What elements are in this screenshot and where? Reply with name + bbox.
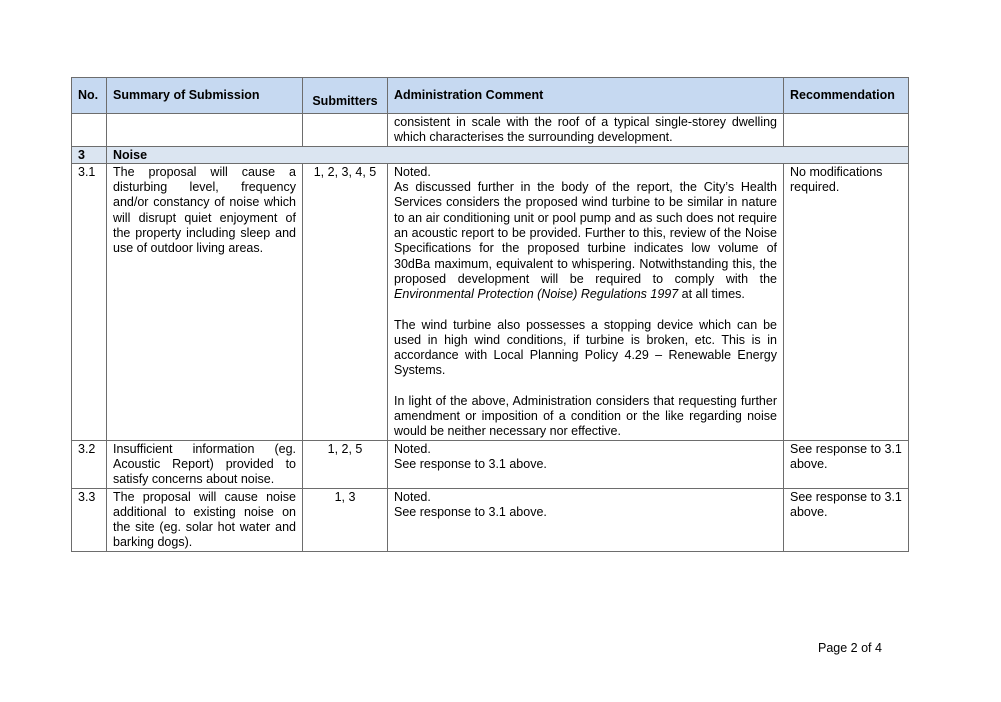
row-comment xyxy=(388,488,784,551)
row-comment xyxy=(388,163,784,440)
table-row xyxy=(72,488,909,551)
comment-paragraph xyxy=(394,180,777,302)
continuation-comment: consistent in scale with the roof of a typical single-storey dwelling which characterises the surrounding development. xyxy=(388,114,784,147)
submissions-table xyxy=(71,77,909,552)
header-submitters: Submitters xyxy=(303,78,388,114)
row-summary: The proposal will cause noise additional to existing noise on the site (eg. solar hot water and barking dogs). xyxy=(107,488,303,551)
comment-noted: Noted. xyxy=(394,489,431,504)
row-submitters: 1, 3 xyxy=(303,488,388,551)
comment-paragraph: The wind turbine also possesses a stopping device which can be used in high wind conditions, if turbine is broken, etc. This is in accordance with Local Planning Policy 4.29 – Renewable Energy Systems. xyxy=(394,317,777,378)
regulation-title: Environmental Protection (Noise) Regulations 1997 xyxy=(394,287,679,302)
row-recommendation: See response to 3.1 above. xyxy=(784,488,909,551)
row-summary: The proposal will cause a disturbing level, frequency and/or constancy of noise which will disrupt quiet enjoyment of the property including sleep and use of outdoor living areas. xyxy=(107,163,303,440)
row-summary: Insufficient information (eg. Acoustic Report) provided to satisfy concerns about noise. xyxy=(107,440,303,488)
comment-noted: Noted. xyxy=(394,441,431,456)
page-number: Page 2 of 4 xyxy=(818,641,882,655)
header-comment: Administration Comment xyxy=(388,78,784,114)
comment-see: See response to 3.1 above. xyxy=(394,456,547,471)
row-submitters: 1, 2, 5 xyxy=(303,440,388,488)
row-recommendation: No modifications required. xyxy=(784,163,909,440)
comment-paragraph: In light of the above, Administration considers that requesting further amendment or imposition of a condition or the like regarding noise would be neither necessary nor effective. xyxy=(394,393,777,439)
section-number: 3 xyxy=(72,146,107,163)
header-no: No. xyxy=(72,78,107,114)
header-recommendation: Recommendation xyxy=(784,78,909,114)
row-number: 3.3 xyxy=(72,488,107,551)
row-recommendation: See response to 3.1 above. xyxy=(784,440,909,488)
table-header-row xyxy=(72,78,909,114)
continuation-row xyxy=(72,114,909,147)
comment-text: at all times. xyxy=(678,287,745,302)
table-row xyxy=(72,163,909,440)
header-summary: Summary of Submission xyxy=(107,78,303,114)
table-row xyxy=(72,440,909,488)
row-number: 3.2 xyxy=(72,440,107,488)
comment-see: See response to 3.1 above. xyxy=(394,504,547,519)
row-submitters: 1, 2, 3, 4, 5 xyxy=(303,163,388,440)
section-row xyxy=(72,146,909,163)
comment-noted: Noted. xyxy=(394,164,431,179)
section-title: Noise xyxy=(107,146,909,163)
row-comment xyxy=(388,440,784,488)
comment-text: As discussed further in the body of the report, the City’s Health Services considers the proposed wind turbine to be similar in nature to an air conditioning unit or pool pump and as such does not require an acoustic report to be provided. Further to this, review of the Noise Specifications for the proposed turbine indicates low volume of 30dBa maximum, equivalent to whispering. Notwithstanding this, the proposed development will be required to comply with the xyxy=(394,180,777,286)
row-number: 3.1 xyxy=(72,163,107,440)
